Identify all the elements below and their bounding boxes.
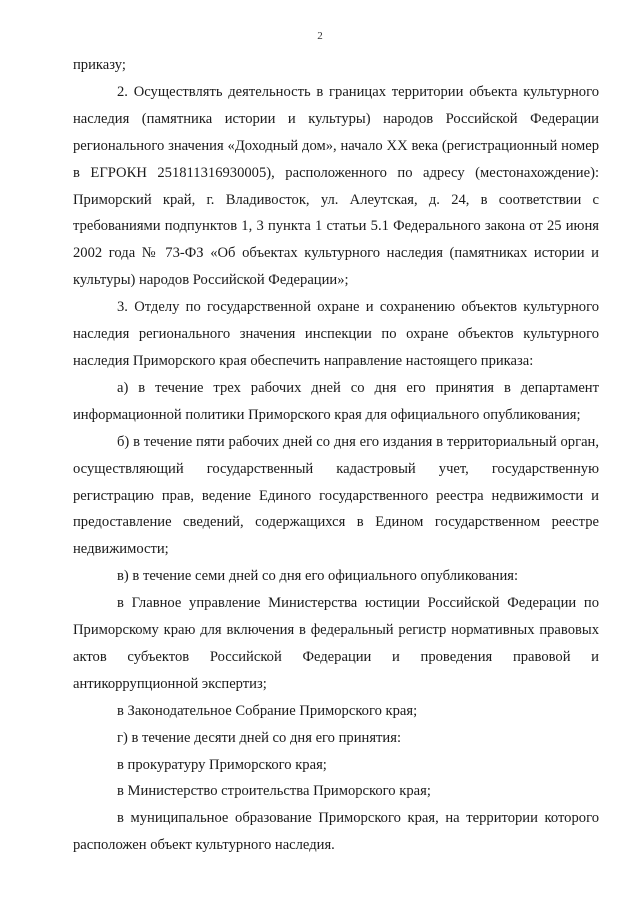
- paragraph-subitem-a: а) в течение трех рабочих дней со дня его принятия в департамент информационной политики Приморского края для официального опубликования;: [73, 379, 599, 423]
- paragraph-ministry-construction: в Министерство строительства Приморского края;: [117, 783, 431, 800]
- page-number: 2: [317, 30, 323, 42]
- paragraph-ministry-justice: в Главное управление Министерства юстиции Российской Федерации по Приморскому краю для включения в федеральный регистр нормативных правовых актов субъектов Российской Федерации и проведения правовой и антикоррупционной экспертиз;: [73, 595, 599, 692]
- paragraph-subitem-g: г) в течение десяти дней со дня его принятия:: [117, 729, 402, 746]
- paragraph-item-3: 3. Отделу по государственной охране и сохранению объектов культурного наследия регионального значения инспекции по охране объектов культурного наследия Приморского края обеспечить направление настоящего приказа:: [73, 299, 599, 369]
- paragraph-legislative-assembly: в Законодательное Собрание Приморского края;: [117, 702, 418, 719]
- paragraph-continuation: приказу;: [73, 57, 126, 73]
- paragraph-prosecutor: в прокуратуру Приморского края;: [117, 756, 327, 773]
- document-body: [73, 52, 599, 859]
- paragraph-subitem-v: в) в течение семи дней со дня его официального опубликования:: [117, 568, 519, 585]
- paragraph-municipality: в муниципальное образование Приморского края, на территории которого расположен объект культурного наследия.: [73, 810, 599, 854]
- paragraph-item-2: 2. Осуществлять деятельность в границах территории объекта культурного наследия (памятника истории и культуры) народов Российской Федерации регионального значения «Доходный дом», начало XX века (регистрационный номер в ЕГРОКН 251811316930005), расположенного по адресу (местонахождение): Приморский край, г. Владивосток, ул. Алеутская, д. 24, в соответствии с требованиями подпунктов 1, 3 пункта 1 статьи 5.1 Федерального закона от 25 июня 2002 года № 73-ФЗ «Об объектах культурного наследия (памятниках истории и культуры) народов Российской Федерации»;: [73, 83, 599, 289]
- paragraph-subitem-b: б) в течение пяти рабочих дней со дня его издания в территориальный орган, осуществляющий государственный кадастровый учет, государственную регистрацию прав, ведение Единого государственного реестра недвижимости и предоставление сведений, содержащихся в Едином государственном реестре недвижимости;: [73, 433, 599, 558]
